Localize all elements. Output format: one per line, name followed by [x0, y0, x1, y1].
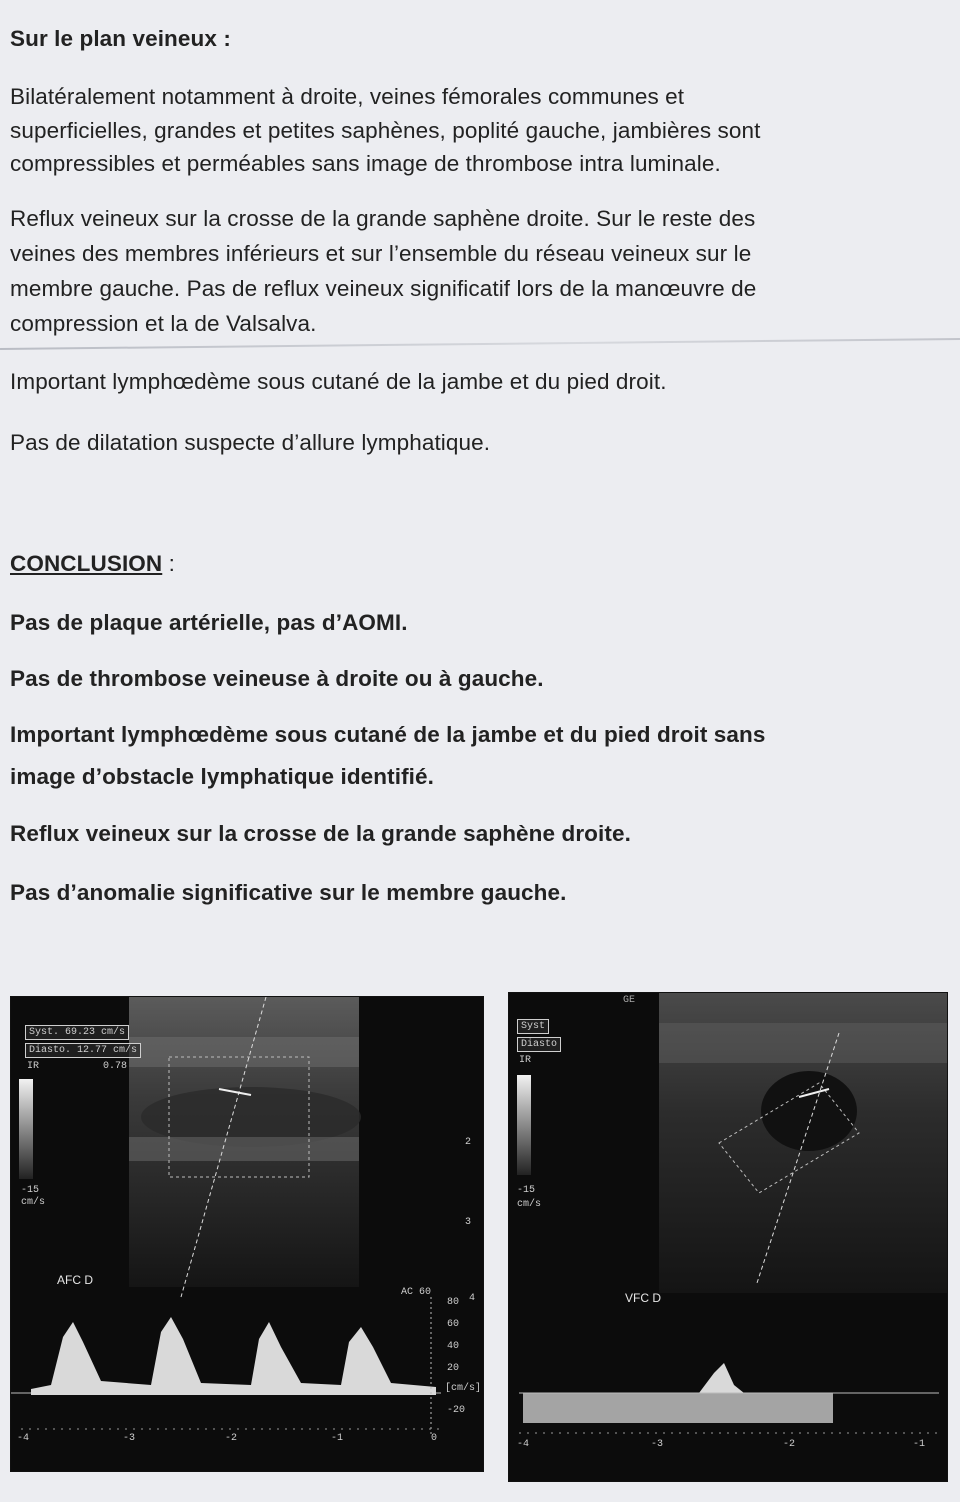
grayscale-bar [19, 1079, 33, 1179]
time-tick-neg4: -4 [17, 1433, 30, 1444]
ir-label-right: IR [519, 1055, 532, 1066]
paragraph-dilatation: Pas de dilatation suspecte d’allure lymphatique. [10, 430, 491, 455]
paper-fold-line [0, 338, 960, 350]
time-tick-neg1-right: -1 [913, 1439, 926, 1450]
scale-top-value: -15 [21, 1185, 40, 1196]
time-tick-neg2-right: -2 [783, 1439, 796, 1450]
vessel-label-right: VFC D [625, 1291, 661, 1305]
tissue-band-right [659, 1023, 947, 1063]
conclusion-colon: : [162, 551, 175, 576]
ir-label: IR [27, 1061, 40, 1072]
depth-mark-4: 4 [469, 1293, 476, 1304]
conclusion-item-2: Pas de thrombose veineuse à droite ou à gauche. [10, 666, 544, 691]
scale-unit: cm/s [21, 1197, 46, 1208]
velocity-tick-20: 20 [447, 1363, 460, 1374]
paragraph-reflux-line-4: compression et la de Valsalva. [10, 311, 317, 336]
time-tick-0: 0 [431, 1433, 438, 1444]
section-title-venous: Sur le plan veineux : [10, 26, 231, 51]
spectral-waveform [31, 1317, 436, 1395]
ultrasound-right-graphics [509, 993, 947, 1481]
velocity-tick-80: 80 [447, 1297, 460, 1308]
velocity-tick-40: 40 [447, 1341, 460, 1352]
ultrasound-left-graphics [11, 997, 483, 1471]
scale-unit-right: cm/s [517, 1199, 542, 1210]
paragraph-reflux-line-2: veines des membres inférieurs et sur l’ensemble du réseau veineux sur le [10, 241, 752, 266]
diasto-readout-right: Diasto [517, 1037, 561, 1052]
paragraph-veins-line-3: compressibles et perméables sans image de thrombose intra luminale. [10, 151, 721, 176]
venous-flow-band [523, 1393, 833, 1423]
conclusion-item-4: Reflux veineux sur la crosse de la grande saphène droite. [10, 821, 631, 846]
conclusion-item-3-line-2: image d’obstacle lymphatique identifié. [10, 764, 434, 789]
conclusion-title: CONCLUSION [10, 551, 163, 576]
ultrasound-image-right [508, 992, 948, 1482]
ir-value: 0.78 [103, 1061, 128, 1072]
vein-lumen [761, 1071, 857, 1151]
velocity-unit: [cm/s] [445, 1383, 482, 1394]
grayscale-bar-right [517, 1075, 531, 1175]
syst-readout: Syst. 69.23 cm/s [25, 1025, 129, 1040]
conclusion-item-3-line-1: Important lymphœdème sous cutané de la jambe et du pied droit sans [10, 722, 766, 747]
velocity-tick-60: 60 [447, 1319, 460, 1330]
diasto-readout: Diasto. 12.77 cm/s [25, 1043, 141, 1058]
depth-mark-3: 3 [465, 1217, 472, 1228]
brand-label: GE [623, 995, 636, 1006]
depth-mark-2: 2 [465, 1137, 472, 1148]
conclusion-heading [10, 551, 175, 577]
venous-flow-peak [699, 1363, 744, 1393]
conclusion-item-1: Pas de plaque artérielle, pas d’AOMI. [10, 610, 408, 635]
angle-label: AC 60 [401, 1287, 432, 1298]
velocity-tick-neg20: -20 [447, 1405, 466, 1416]
vessel-wall [129, 1137, 359, 1161]
paragraph-veins-line-2: superficielles, grandes et petites saphènes, poplité gauche, jambières sont [10, 118, 761, 143]
time-tick-neg2: -2 [225, 1433, 238, 1444]
time-tick-neg3: -3 [123, 1433, 136, 1444]
tissue-band [129, 1037, 359, 1067]
conclusion-item-5: Pas d’anomalie significative sur le membre gauche. [10, 880, 567, 905]
time-tick-neg1: -1 [331, 1433, 344, 1444]
time-tick-neg4-right: -4 [517, 1439, 530, 1450]
paragraph-veins-line-1: Bilatéralement notamment à droite, veines fémorales communes et [10, 84, 685, 109]
ultrasound-image-left [10, 996, 484, 1472]
scale-top-value-right: -15 [517, 1185, 536, 1196]
vessel-label: AFC D [57, 1273, 93, 1287]
time-tick-neg3-right: -3 [651, 1439, 664, 1450]
paragraph-reflux-line-3: membre gauche. Pas de reflux veineux significatif lors de la manœuvre de [10, 276, 757, 301]
paragraph-lymphedema: Important lymphœdème sous cutané de la jambe et du pied droit. [10, 369, 667, 394]
syst-readout-right: Syst [517, 1019, 549, 1034]
paragraph-reflux-line-1: Reflux veineux sur la crosse de la grande saphène droite. Sur le reste des [10, 206, 756, 231]
